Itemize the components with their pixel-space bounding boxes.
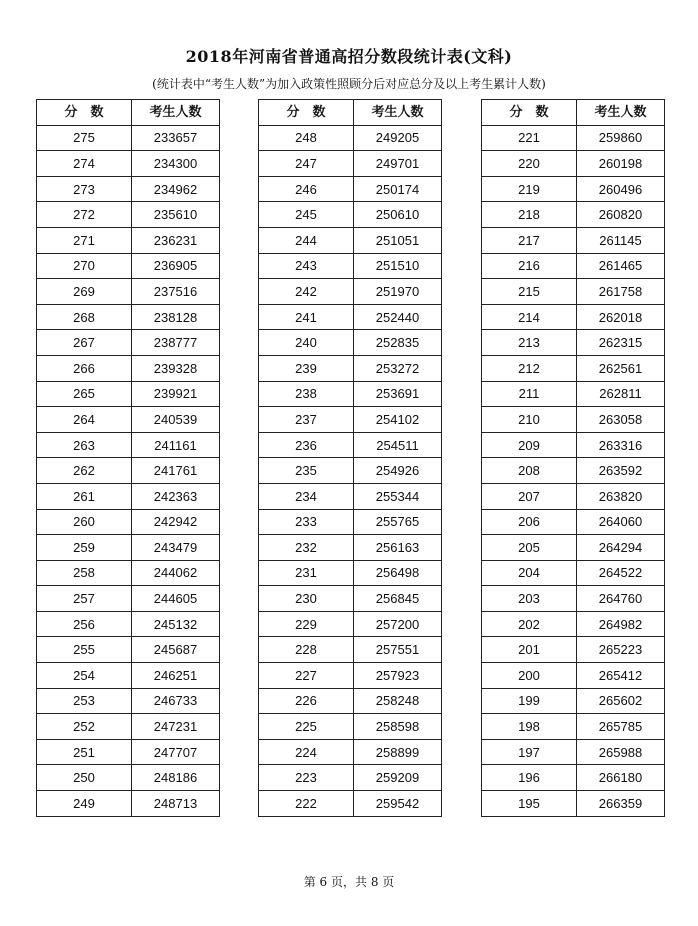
table-header-row	[259, 100, 442, 126]
count-cell: 260198	[577, 151, 665, 177]
score-cell: 197	[482, 739, 577, 765]
table-row	[259, 714, 442, 740]
score-cell: 202	[482, 611, 577, 637]
score-cell: 224	[259, 739, 354, 765]
score-cell: 270	[37, 253, 132, 279]
score-cell: 229	[259, 611, 354, 637]
score-cell: 226	[259, 688, 354, 714]
count-header: 考生人数	[354, 100, 442, 126]
table-row	[259, 637, 442, 663]
count-cell: 258899	[354, 739, 442, 765]
score-cell: 218	[482, 202, 577, 228]
table-row	[259, 304, 442, 330]
score-cell: 195	[482, 791, 577, 817]
count-cell: 240539	[132, 407, 220, 433]
table-row	[37, 355, 220, 381]
table-row	[259, 483, 442, 509]
table-row	[259, 586, 442, 612]
count-cell: 258598	[354, 714, 442, 740]
score-cell: 200	[482, 663, 577, 689]
count-cell: 252835	[354, 330, 442, 356]
table-header-row	[482, 100, 665, 126]
table-row	[37, 151, 220, 177]
count-cell: 238777	[132, 330, 220, 356]
table-row	[37, 611, 220, 637]
score-cell: 241	[259, 304, 354, 330]
count-cell: 255765	[354, 509, 442, 535]
table-note: (统计表中“考生人数”为加入政策性照顾分后对应总分及以上考生累计人数)	[152, 77, 546, 91]
table-row	[482, 381, 665, 407]
table-row	[259, 330, 442, 356]
score-cell: 257	[37, 586, 132, 612]
table-row	[259, 279, 442, 305]
table-row	[482, 202, 665, 228]
table-row	[482, 637, 665, 663]
count-cell: 263592	[577, 458, 665, 484]
count-cell: 251970	[354, 279, 442, 305]
score-cell: 209	[482, 432, 577, 458]
count-cell: 255344	[354, 483, 442, 509]
table-row	[259, 458, 442, 484]
score-cell: 263	[37, 432, 132, 458]
score-cell: 230	[259, 586, 354, 612]
score-cell: 273	[37, 176, 132, 202]
count-cell: 256163	[354, 535, 442, 561]
score-cell: 249	[37, 791, 132, 817]
table-row	[259, 125, 442, 151]
score-cell: 246	[259, 176, 354, 202]
count-cell: 250174	[354, 176, 442, 202]
count-header: 考生人数	[577, 100, 665, 126]
score-cell: 267	[37, 330, 132, 356]
table-row	[37, 176, 220, 202]
count-cell: 257923	[354, 663, 442, 689]
page-title: 2018年河南省普通高招分数段统计表(文科)	[185, 47, 513, 66]
table-row	[259, 560, 442, 586]
count-cell: 258248	[354, 688, 442, 714]
count-cell: 259860	[577, 125, 665, 151]
score-cell: 243	[259, 253, 354, 279]
table-row	[259, 407, 442, 433]
table-row	[482, 663, 665, 689]
table-row	[259, 739, 442, 765]
score-table-1	[36, 99, 220, 817]
score-cell: 223	[259, 765, 354, 791]
score-header: 分 数	[259, 100, 354, 126]
score-cell: 205	[482, 535, 577, 561]
score-cell: 242	[259, 279, 354, 305]
count-cell: 262561	[577, 355, 665, 381]
count-cell: 266180	[577, 765, 665, 791]
table-row	[37, 381, 220, 407]
score-cell: 213	[482, 330, 577, 356]
count-cell: 263058	[577, 407, 665, 433]
score-cell: 274	[37, 151, 132, 177]
table-row	[259, 688, 442, 714]
score-cell: 269	[37, 279, 132, 305]
score-cell: 253	[37, 688, 132, 714]
score-cell: 235	[259, 458, 354, 484]
table-row	[37, 791, 220, 817]
count-cell: 256845	[354, 586, 442, 612]
table-row	[37, 535, 220, 561]
score-cell: 248	[259, 125, 354, 151]
score-cell: 208	[482, 458, 577, 484]
table-row	[482, 791, 665, 817]
score-cell: 275	[37, 125, 132, 151]
score-cell: 268	[37, 304, 132, 330]
score-cell: 272	[37, 202, 132, 228]
score-cell: 255	[37, 637, 132, 663]
table-row	[37, 279, 220, 305]
count-cell: 236905	[132, 253, 220, 279]
count-cell: 237516	[132, 279, 220, 305]
table-row	[259, 611, 442, 637]
table-row	[259, 227, 442, 253]
count-cell: 248186	[132, 765, 220, 791]
count-cell: 243479	[132, 535, 220, 561]
table-row	[37, 330, 220, 356]
score-cell: 244	[259, 227, 354, 253]
count-cell: 244605	[132, 586, 220, 612]
table-row	[482, 330, 665, 356]
count-cell: 244062	[132, 560, 220, 586]
count-cell: 262811	[577, 381, 665, 407]
table-row	[37, 765, 220, 791]
count-cell: 254102	[354, 407, 442, 433]
score-cell: 271	[37, 227, 132, 253]
table-row	[259, 381, 442, 407]
table-row	[482, 739, 665, 765]
table-row	[482, 611, 665, 637]
table-row	[259, 535, 442, 561]
count-cell: 242363	[132, 483, 220, 509]
score-cell: 215	[482, 279, 577, 305]
score-cell: 196	[482, 765, 577, 791]
score-cell: 225	[259, 714, 354, 740]
table-row	[482, 304, 665, 330]
table-row	[259, 202, 442, 228]
score-cell: 250	[37, 765, 132, 791]
score-table-2	[258, 99, 442, 817]
table-row	[482, 483, 665, 509]
score-cell: 264	[37, 407, 132, 433]
table-row	[37, 637, 220, 663]
table-row	[482, 458, 665, 484]
score-cell: 251	[37, 739, 132, 765]
score-cell: 203	[482, 586, 577, 612]
count-cell: 246733	[132, 688, 220, 714]
count-cell: 253272	[354, 355, 442, 381]
count-cell: 261465	[577, 253, 665, 279]
table-row	[482, 151, 665, 177]
count-cell: 247231	[132, 714, 220, 740]
count-cell: 234300	[132, 151, 220, 177]
score-cell: 252	[37, 714, 132, 740]
table-row	[259, 253, 442, 279]
count-cell: 265223	[577, 637, 665, 663]
table-row	[482, 535, 665, 561]
table-row	[37, 483, 220, 509]
score-cell: 201	[482, 637, 577, 663]
count-cell: 260820	[577, 202, 665, 228]
table-row	[37, 560, 220, 586]
table-row	[482, 688, 665, 714]
count-cell: 254511	[354, 432, 442, 458]
count-cell: 241161	[132, 432, 220, 458]
count-cell: 257200	[354, 611, 442, 637]
table-row	[259, 176, 442, 202]
count-cell: 249701	[354, 151, 442, 177]
count-cell: 254926	[354, 458, 442, 484]
table-row	[259, 765, 442, 791]
table-row	[37, 739, 220, 765]
table-row	[482, 432, 665, 458]
score-cell: 265	[37, 381, 132, 407]
table-row	[259, 791, 442, 817]
score-cell: 238	[259, 381, 354, 407]
table-row	[37, 304, 220, 330]
count-cell: 242942	[132, 509, 220, 535]
score-cell: 259	[37, 535, 132, 561]
score-cell: 266	[37, 355, 132, 381]
count-cell: 251051	[354, 227, 442, 253]
table-row	[482, 279, 665, 305]
table-row	[482, 765, 665, 791]
count-cell: 263316	[577, 432, 665, 458]
count-cell: 259542	[354, 791, 442, 817]
count-cell: 233657	[132, 125, 220, 151]
count-cell: 264294	[577, 535, 665, 561]
table-row	[482, 125, 665, 151]
table-row	[482, 355, 665, 381]
table-row	[482, 509, 665, 535]
table-row	[37, 125, 220, 151]
table-row	[482, 407, 665, 433]
table-row	[37, 509, 220, 535]
table-row	[37, 714, 220, 740]
count-cell: 247707	[132, 739, 220, 765]
count-cell: 253691	[354, 381, 442, 407]
count-cell: 249205	[354, 125, 442, 151]
count-cell: 238128	[132, 304, 220, 330]
score-cell: 231	[259, 560, 354, 586]
table-row	[482, 560, 665, 586]
score-cell: 212	[482, 355, 577, 381]
score-cell: 199	[482, 688, 577, 714]
score-cell: 210	[482, 407, 577, 433]
table-row	[37, 458, 220, 484]
score-table-3	[481, 99, 665, 817]
score-cell: 254	[37, 663, 132, 689]
score-cell: 261	[37, 483, 132, 509]
table-row	[37, 688, 220, 714]
table-row	[482, 714, 665, 740]
count-cell: 261758	[577, 279, 665, 305]
count-cell: 263820	[577, 483, 665, 509]
score-cell: 260	[37, 509, 132, 535]
score-cell: 234	[259, 483, 354, 509]
score-cell: 258	[37, 560, 132, 586]
score-cell: 232	[259, 535, 354, 561]
table-row	[259, 432, 442, 458]
count-cell: 265785	[577, 714, 665, 740]
table-row	[37, 586, 220, 612]
count-cell: 265412	[577, 663, 665, 689]
score-cell: 262	[37, 458, 132, 484]
count-cell: 264982	[577, 611, 665, 637]
count-cell: 241761	[132, 458, 220, 484]
table-row	[37, 227, 220, 253]
count-cell: 259209	[354, 765, 442, 791]
count-cell: 251510	[354, 253, 442, 279]
score-cell: 206	[482, 509, 577, 535]
page-number: 第 6 页，共 8 页	[303, 875, 395, 889]
score-cell: 207	[482, 483, 577, 509]
count-cell: 235610	[132, 202, 220, 228]
table-row	[482, 253, 665, 279]
score-cell: 247	[259, 151, 354, 177]
score-cell: 239	[259, 355, 354, 381]
count-cell: 257551	[354, 637, 442, 663]
table-row	[37, 202, 220, 228]
count-cell: 265602	[577, 688, 665, 714]
score-cell: 214	[482, 304, 577, 330]
table-header-row	[37, 100, 220, 126]
count-cell: 246251	[132, 663, 220, 689]
count-cell: 264060	[577, 509, 665, 535]
table-row	[482, 586, 665, 612]
score-cell: 219	[482, 176, 577, 202]
score-cell: 222	[259, 791, 354, 817]
count-cell: 266359	[577, 791, 665, 817]
score-cell: 198	[482, 714, 577, 740]
count-cell: 245687	[132, 637, 220, 663]
table-row	[259, 355, 442, 381]
count-header: 考生人数	[132, 100, 220, 126]
table-row	[482, 176, 665, 202]
score-cell: 216	[482, 253, 577, 279]
score-header: 分 数	[482, 100, 577, 126]
count-cell: 252440	[354, 304, 442, 330]
table-row	[37, 663, 220, 689]
score-cell: 237	[259, 407, 354, 433]
count-cell: 234962	[132, 176, 220, 202]
count-cell: 265988	[577, 739, 665, 765]
score-cell: 240	[259, 330, 354, 356]
table-row	[37, 432, 220, 458]
score-cell: 217	[482, 227, 577, 253]
count-cell: 239328	[132, 355, 220, 381]
table-row	[259, 151, 442, 177]
table-row	[259, 663, 442, 689]
count-cell: 239921	[132, 381, 220, 407]
table-row	[37, 253, 220, 279]
score-cell: 204	[482, 560, 577, 586]
table-row	[37, 407, 220, 433]
count-cell: 256498	[354, 560, 442, 586]
score-cell: 256	[37, 611, 132, 637]
count-cell: 262018	[577, 304, 665, 330]
score-cell: 211	[482, 381, 577, 407]
count-cell: 261145	[577, 227, 665, 253]
count-cell: 250610	[354, 202, 442, 228]
table-row	[482, 227, 665, 253]
table-row	[259, 509, 442, 535]
count-cell: 245132	[132, 611, 220, 637]
score-cell: 236	[259, 432, 354, 458]
count-cell: 264760	[577, 586, 665, 612]
count-cell: 264522	[577, 560, 665, 586]
score-cell: 245	[259, 202, 354, 228]
score-cell: 228	[259, 637, 354, 663]
score-header: 分 数	[37, 100, 132, 126]
count-cell: 262315	[577, 330, 665, 356]
score-cell: 233	[259, 509, 354, 535]
score-cell: 220	[482, 151, 577, 177]
count-cell: 236231	[132, 227, 220, 253]
count-cell: 260496	[577, 176, 665, 202]
count-cell: 248713	[132, 791, 220, 817]
score-cell: 227	[259, 663, 354, 689]
score-cell: 221	[482, 125, 577, 151]
